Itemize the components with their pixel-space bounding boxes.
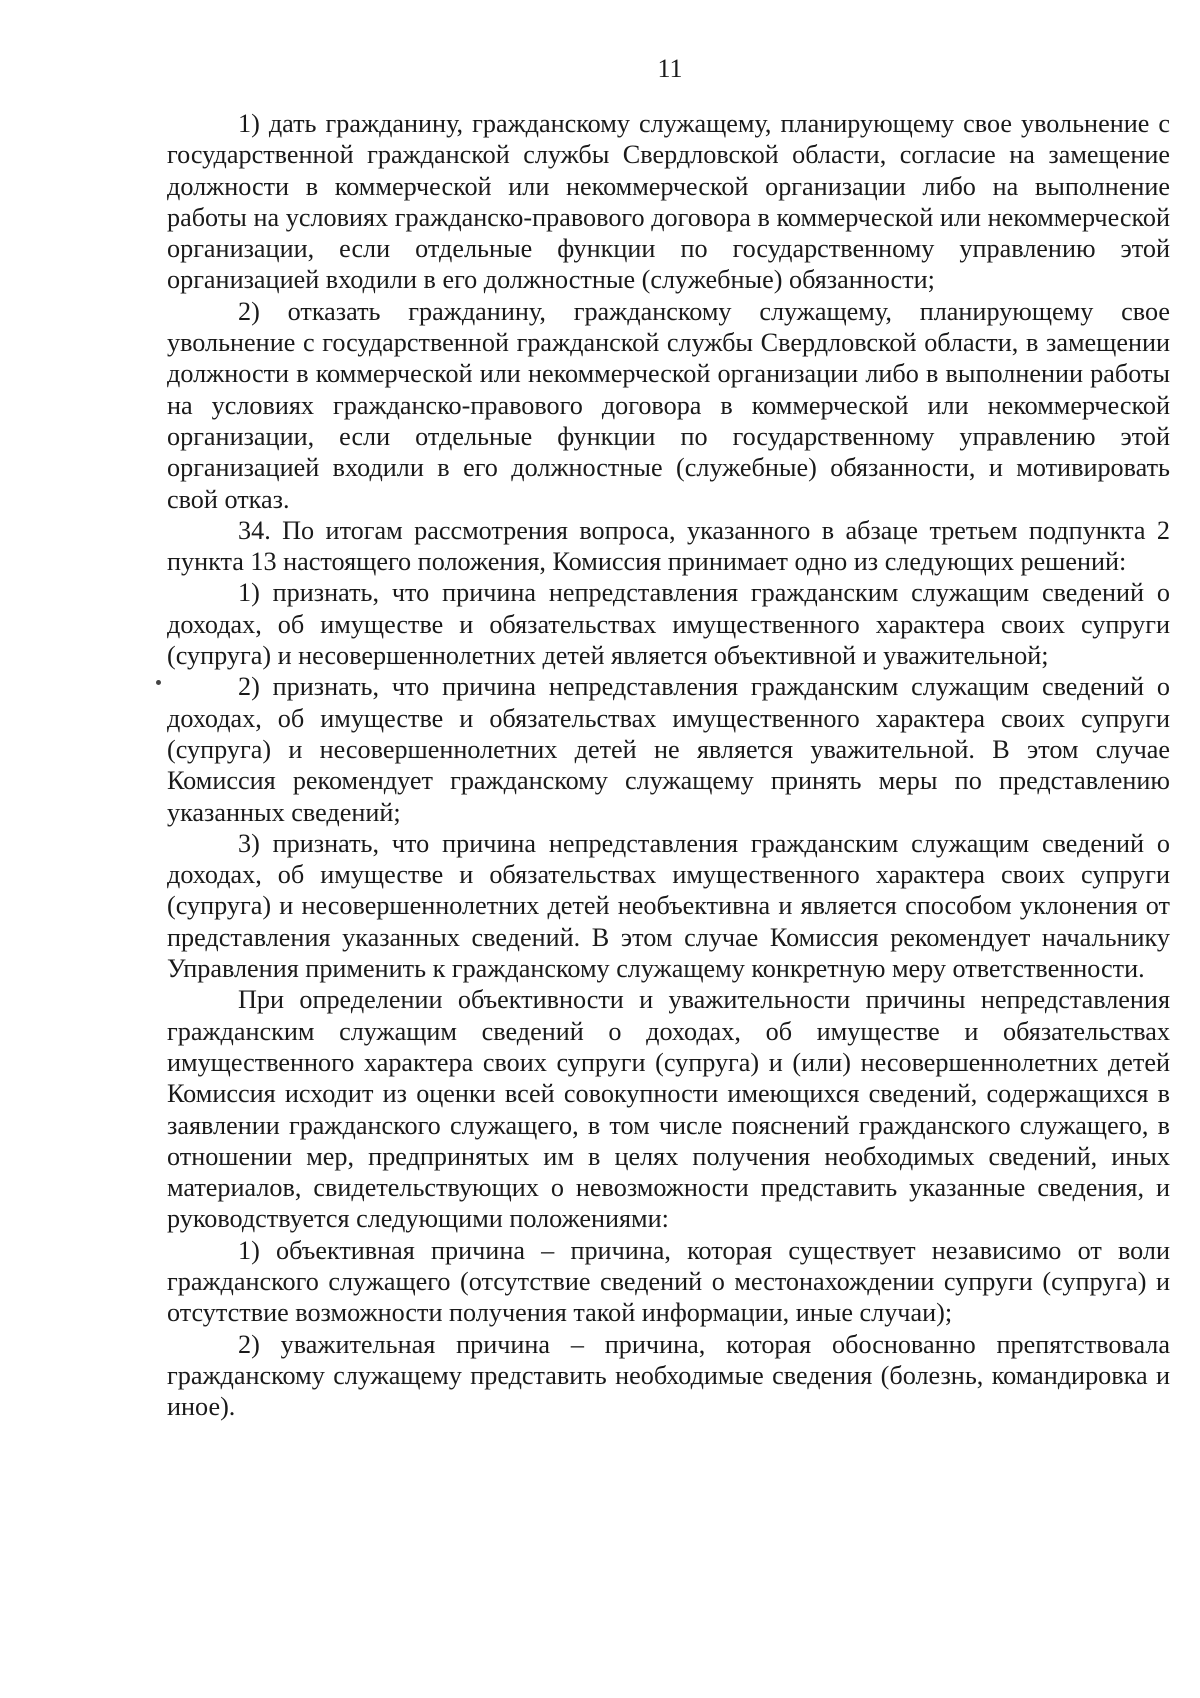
page-number: 11 (657, 54, 683, 83)
paragraph-decision-objective: 1) признать, что причина непредставления гражданским служащим сведений о доходах, об имуществе и обязательствах имущественного характера своих супруги (супруга) и несовершеннолетних детей является объективной и уважительной; (167, 578, 1170, 671)
stray-mark (156, 680, 161, 685)
paragraph-consent-option: 1) дать гражданину, гражданскому служащему, планирующему свое увольнение с государственной гражданской службы Свердловской области, согласие на замещение должности в коммерческой или некоммерческой организации либо на выполнение работы на условиях гражданско-правового договора в коммерческой или некоммерческой организации, если отдельные функции по государственному управлению этой организацией входили в его должностные (служебные) обязанности; (167, 109, 1170, 295)
paragraph-item-34: 34. По итогам рассмотрения вопроса, указанного в абзаце третьем подпункта 2 пункта 13 настоящего положения, Комиссия принимает одно из следующих решений: (167, 515, 1170, 577)
paragraph-evaluation-criteria: При определении объективности и уважительности причины непредставления гражданским служащим сведений о доходах, об имуществе и обязательствах имущественного характера своих супруги (супруга) и (или) несовершеннолетних детей Комиссия исходит из оценки всей совокупности имеющихся сведений, содержащихся в заявлении гражданского служащего, в том числе пояснений гражданского служащего, в отношении мер, предпринятых им в целях получения необходимых сведений, иных материалов, свидетельствующих о невозможности представить указанные сведения, и руководствуется следующими положениями: (167, 985, 1170, 1234)
document-body (167, 108, 1170, 1422)
paragraph-decision-not-valid: 2) признать, что причина непредставления гражданским служащим сведений о доходах, об имуществе и обязательствах имущественного характера своих супруги (супруга) и несовершеннолетних детей не является уважительной. В этом случае Комиссия рекомендует гражданскому служащему принять меры по представлению указанных сведений; (167, 672, 1170, 827)
paragraph-valid-reason: 2) уважительная причина – причина, которая обоснованно препятствовала гражданскому служащему представить необходимые сведения (болезнь, командировка и иное). (167, 1329, 1170, 1422)
paragraph-objective-reason: 1) объективная причина – причина, которая существует независимо от воли гражданского служащего (отсутствие сведений о местонахождении супруги (супруга) и отсутствие возможности получения такой информации, иные случаи); (167, 1235, 1170, 1328)
paragraph-decision-evasion: 3) признать, что причина непредставления гражданским служащим сведений о доходах, об имуществе и обязательствах имущественного характера своих супруги (супруга) и несовершеннолетних детей необъективна и является способом уклонения от представления указанных сведений. В этом случае Комиссия рекомендует начальнику Управления применить к гражданскому служащему конкретную меру ответственности. (167, 828, 1170, 984)
paragraph-refusal-option: 2) отказать гражданину, гражданскому служащему, планирующему свое увольнение с государственной гражданской службы Свердловской области, в замещении должности в коммерческой или некоммерческой организации либо в выполнении работы на условиях гражданско-правового договора в коммерческой или некоммерческой организации, если отдельные функции по государственному управлению этой организацией входили в его должностные (служебные) обязанности, и мотивировать свой отказ. (167, 296, 1170, 514)
